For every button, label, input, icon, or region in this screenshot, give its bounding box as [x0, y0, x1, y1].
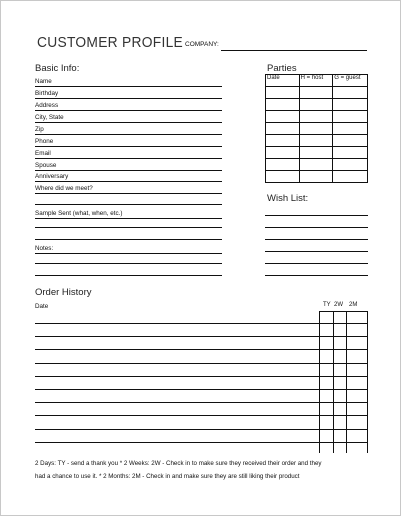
sample-sent-field[interactable] [35, 207, 222, 219]
order-row-line[interactable] [35, 429, 367, 430]
party-cell[interactable] [299, 111, 333, 123]
field-label: Name [35, 78, 52, 85]
party-row [266, 123, 368, 135]
field-label: Where did we meet? [35, 185, 93, 192]
name-field[interactable] [35, 75, 222, 87]
field-label: Sample Sent (what, when, etc.) [35, 210, 123, 217]
order-column-divider [367, 311, 368, 453]
order-row-line[interactable] [35, 376, 367, 377]
email-field[interactable] [35, 147, 222, 159]
column-header-date: Date [266, 75, 300, 87]
party-cell[interactable] [266, 99, 300, 111]
wish-list-heading: Wish List: [267, 193, 309, 204]
party-cell[interactable] [299, 123, 333, 135]
party-cell[interactable] [333, 159, 368, 171]
page-title: CUSTOMER PROFILE [37, 34, 184, 51]
where-met-line[interactable] [35, 204, 222, 205]
sample-line[interactable] [35, 239, 222, 240]
birthday-field[interactable] [35, 87, 222, 99]
company-field[interactable] [221, 50, 367, 51]
field-label: Spouse [35, 162, 57, 169]
party-cell[interactable] [333, 99, 368, 111]
party-cell[interactable] [333, 87, 368, 99]
party-cell[interactable] [266, 135, 300, 147]
notes-line[interactable] [35, 275, 222, 276]
party-row [266, 159, 368, 171]
zip-field[interactable] [35, 123, 222, 135]
footer-line: had a chance to use it. * 2 Months: 2M - Check in and make sure they are still liking their product [35, 472, 300, 480]
party-row [266, 147, 368, 159]
wish-list-line[interactable] [265, 227, 368, 228]
field-label: Phone [35, 138, 54, 145]
parties-heading: Parties [267, 63, 297, 74]
party-row [266, 171, 368, 183]
order-row-line[interactable] [35, 415, 367, 416]
basic-info-heading: Basic Info: [35, 63, 80, 74]
field-label: Anniversary [35, 173, 69, 180]
order-date-label: Date [35, 303, 49, 310]
column-header-2w: 2W [334, 302, 343, 308]
party-cell[interactable] [299, 99, 333, 111]
party-cell[interactable] [266, 87, 300, 99]
party-row [266, 99, 368, 111]
footer-line: 2 Days: TY - send a thank you * 2 Weeks: 2W - Check in to make sure they received their order and they [35, 460, 322, 467]
order-row-line[interactable] [35, 349, 367, 350]
city-state-field[interactable] [35, 111, 222, 123]
parties-table [265, 74, 368, 183]
address-field[interactable] [35, 99, 222, 111]
party-cell[interactable] [266, 171, 300, 183]
party-cell[interactable] [333, 171, 368, 183]
party-cell[interactable] [299, 147, 333, 159]
wish-list-line[interactable] [265, 275, 368, 276]
order-row-line[interactable] [35, 323, 367, 324]
order-row-line[interactable] [35, 402, 367, 403]
field-label: Email [35, 150, 51, 157]
party-cell[interactable] [333, 135, 368, 147]
table-header-row [266, 75, 368, 87]
column-header-ty: TY [323, 302, 331, 308]
column-header-host: H = host [299, 75, 333, 87]
party-row [266, 111, 368, 123]
party-cell[interactable] [299, 171, 333, 183]
wish-list-line[interactable] [265, 251, 368, 252]
party-cell[interactable] [266, 123, 300, 135]
order-header-line [319, 311, 367, 312]
phone-field[interactable] [35, 135, 222, 147]
party-cell[interactable] [333, 123, 368, 135]
party-cell[interactable] [333, 111, 368, 123]
party-row [266, 135, 368, 147]
order-column-divider [346, 311, 347, 453]
order-column-divider [333, 311, 334, 453]
party-cell[interactable] [299, 87, 333, 99]
column-header-2m: 2M [349, 302, 358, 308]
order-row-line[interactable] [35, 336, 367, 337]
column-header-guest: G = guest [333, 75, 368, 87]
wish-list-line[interactable] [265, 215, 368, 216]
field-label: Zip [35, 126, 44, 133]
order-history-heading: Order History [35, 287, 92, 298]
field-label: City, State [35, 114, 64, 121]
wish-list-line[interactable] [265, 263, 368, 264]
sample-line[interactable] [35, 227, 222, 228]
field-label: Address [35, 102, 59, 109]
wish-list-line[interactable] [265, 239, 368, 240]
order-row-line[interactable] [35, 442, 367, 443]
where-met-field[interactable] [35, 182, 222, 194]
field-label: Birthday [35, 90, 59, 97]
party-cell[interactable] [299, 159, 333, 171]
party-cell[interactable] [333, 147, 368, 159]
notes-field[interactable] [35, 242, 222, 254]
party-cell[interactable] [266, 159, 300, 171]
party-cell[interactable] [266, 111, 300, 123]
anniversary-field[interactable] [35, 170, 222, 182]
notes-line[interactable] [35, 263, 222, 264]
party-cell[interactable] [266, 147, 300, 159]
order-row-line[interactable] [35, 363, 367, 364]
field-label: Notes: [35, 245, 54, 252]
order-column-divider [319, 311, 320, 453]
party-cell[interactable] [299, 135, 333, 147]
company-label: COMPANY: [185, 41, 219, 48]
follow-up-instructions [35, 458, 365, 483]
order-row-line[interactable] [35, 389, 367, 390]
party-row [266, 87, 368, 99]
